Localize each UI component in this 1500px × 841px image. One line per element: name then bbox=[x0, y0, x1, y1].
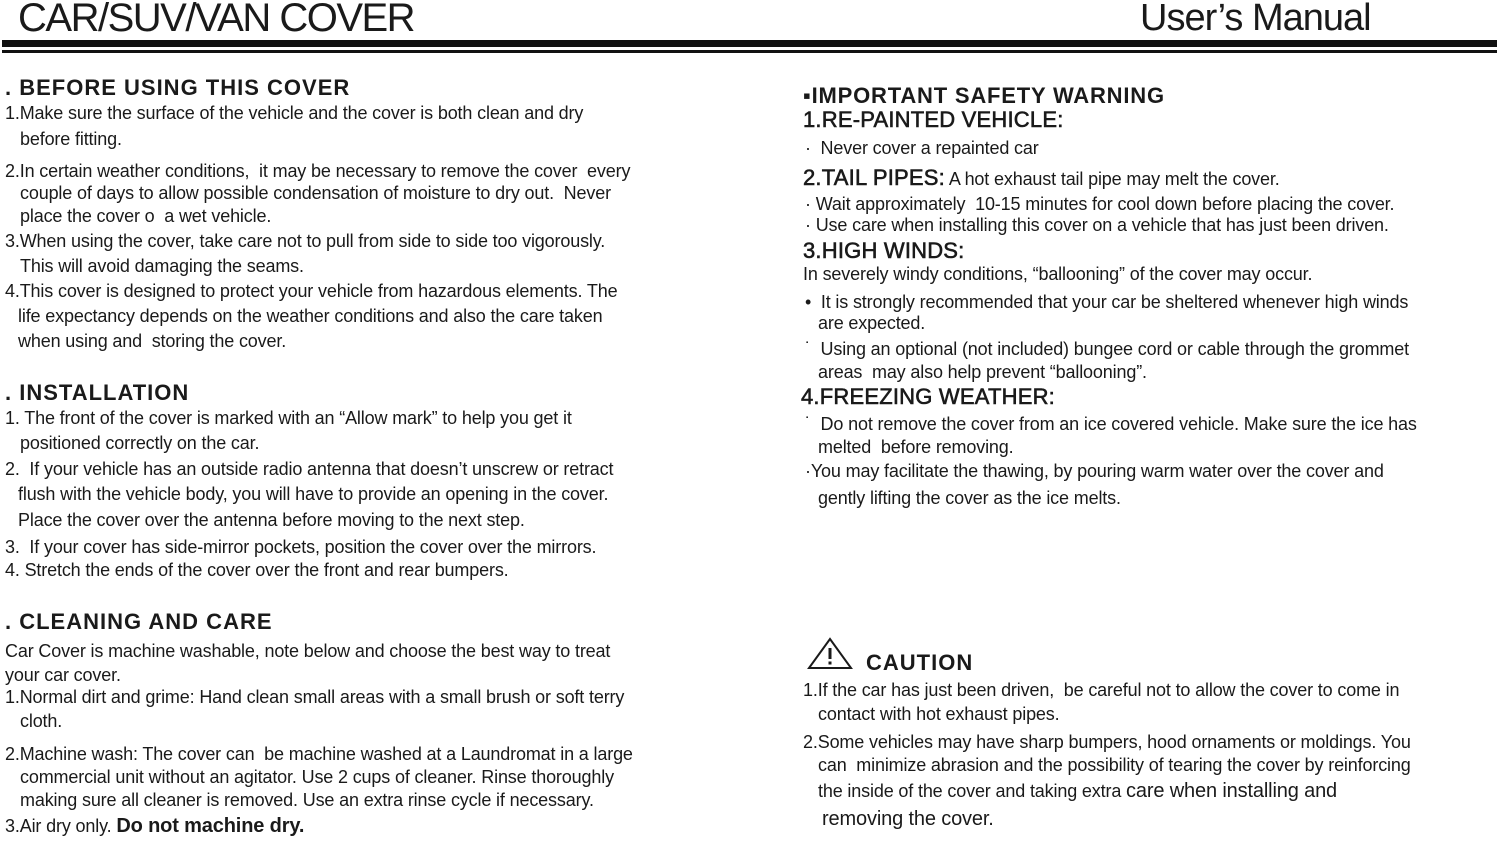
text-line: • It is strongly recommended that your car be sheltered whenever high winds bbox=[805, 292, 1409, 312]
text-line: ˙ Using an optional (not included) bungee cord or cable through the grommet bbox=[805, 339, 1409, 359]
manual-label: User’s Manual bbox=[1140, 0, 1371, 39]
text-line: 2.Some vehicles may have sharp bumpers, hood ornaments or moldings. You bbox=[803, 732, 1411, 752]
section-heading-installation: . INSTALLATION bbox=[5, 380, 190, 405]
warning-triangle-icon bbox=[807, 637, 853, 670]
text-line: place the cover o a wet vehicle. bbox=[20, 206, 272, 226]
text-line bbox=[803, 165, 1280, 191]
text-line: can minimize abrasion and the possibility of tearing the cover by reinforcing bbox=[818, 755, 1411, 775]
text-tail-pipes: A hot exhaust tail pipe may melt the cover. bbox=[945, 169, 1280, 189]
section-heading-safety-warning: ▪IMPORTANT SAFETY WARNING bbox=[803, 83, 1165, 108]
text-line: areas may also help prevent “ballooning”. bbox=[818, 362, 1147, 382]
emphasis-removing-cover: removing the cover. bbox=[822, 808, 994, 830]
text-line: life expectancy depends on the weather conditions and also the care taken bbox=[18, 306, 603, 326]
text-line: your car cover. bbox=[5, 665, 121, 685]
text-line: cloth. bbox=[20, 711, 63, 731]
text-line: 3.When using the cover, take care not to pull from side to side too vigorously. bbox=[5, 231, 606, 251]
text-line bbox=[5, 815, 304, 837]
text-line: making sure all cleaner is removed. Use an extra rinse cycle if necessary. bbox=[20, 790, 594, 810]
text-line: 2.Machine wash: The cover can be machine washed at a Laundromat in a large bbox=[5, 744, 633, 764]
text-line: ˙ Do not remove the cover from an ice covered vehicle. Make sure the ice has bbox=[805, 414, 1417, 434]
subheading-freezing-weather: 4.FREEZING WEATHER: bbox=[801, 384, 1055, 409]
section-heading-before-using: . BEFORE USING THIS COVER bbox=[5, 75, 351, 100]
text-line: 1.Make sure the surface of the vehicle and the cover is both clean and dry bbox=[5, 103, 584, 123]
text-line: · Use care when installing this cover on a vehicle that has just been driven. bbox=[805, 215, 1389, 235]
text-line: positioned correctly on the car. bbox=[20, 433, 260, 453]
text-line: are expected. bbox=[818, 313, 926, 333]
text-line: contact with hot exhaust pipes. bbox=[818, 704, 1060, 724]
text-line-air-dry: 3.Air dry only. bbox=[5, 816, 112, 836]
text-line: flush with the vehicle body, you will have to provide an opening in the cover. bbox=[18, 484, 609, 504]
text-line: · Wait approximately 10-15 minutes for cool down before placing the cover. bbox=[805, 194, 1395, 214]
emphasis-no-machine-dry: Do not machine dry. bbox=[116, 815, 305, 837]
subheading-high-winds: 3.HIGH WINDS: bbox=[803, 238, 965, 263]
section-heading-cleaning: . CLEANING AND CARE bbox=[5, 609, 273, 634]
text-line: 4. Stretch the ends of the cover over the front and rear bumpers. bbox=[5, 560, 509, 580]
text-line: Car Cover is machine washable, note below and choose the best way to treat bbox=[5, 641, 611, 661]
text-line-inside-cover: the inside of the cover and taking extra bbox=[818, 781, 1127, 801]
caution-heading: CAUTION bbox=[866, 650, 974, 675]
text-line: 1. The front of the cover is marked with an “Allow mark” to help you get it bbox=[5, 408, 572, 428]
header-rule-thick bbox=[2, 40, 1497, 47]
subheading-tail-pipes: 2.TAIL PIPES: bbox=[803, 165, 945, 190]
text-line: 1.If the car has just been driven, be careful not to allow the cover to come in bbox=[803, 680, 1400, 700]
emphasis-care-installing: care when installing and bbox=[1126, 780, 1338, 802]
text-line: melted before removing. bbox=[818, 437, 1014, 457]
text-line: · Never cover a repainted car bbox=[805, 138, 1039, 158]
text-line: 3. If your cover has side-mirror pockets, position the cover over the mirrors. bbox=[5, 537, 597, 557]
text-line bbox=[818, 780, 1337, 802]
text-line: 2. If your vehicle has an outside radio antenna that doesn’t unscrew or retract bbox=[5, 459, 614, 479]
text-line: when using and storing the cover. bbox=[18, 331, 287, 351]
text-line: This will avoid damaging the seams. bbox=[20, 256, 304, 276]
text-line: before fitting. bbox=[20, 129, 122, 149]
text-line: Place the cover over the antenna before moving to the next step. bbox=[18, 510, 525, 530]
text-line: gently lifting the cover as the ice melts. bbox=[818, 488, 1121, 508]
text-line: 4.This cover is designed to protect your vehicle from hazardous elements. The bbox=[5, 281, 618, 301]
text-line: 1.Normal dirt and grime: Hand clean small areas with a small brush or soft terry bbox=[5, 687, 625, 707]
header-rule-thin bbox=[2, 50, 1497, 53]
text-line: ·You may facilitate the thawing, by pouring warm water over the cover and bbox=[805, 461, 1384, 481]
text-line: 2.In certain weather conditions, it may be necessary to remove the cover every bbox=[5, 161, 631, 181]
text-line: couple of days to allow possible condensation of moisture to dry out. Never bbox=[20, 183, 611, 203]
text-line: In severely windy conditions, “ballooning” of the cover may occur. bbox=[803, 264, 1313, 284]
text-line: commercial unit without an agitator. Use 2 cups of cleaner. Rinse thoroughly bbox=[20, 767, 614, 787]
subheading-repainted-vehicle: 1.RE-PAINTED VEHICLE: bbox=[803, 107, 1064, 132]
document-title: CAR/SUV/VAN COVER bbox=[18, 0, 415, 40]
